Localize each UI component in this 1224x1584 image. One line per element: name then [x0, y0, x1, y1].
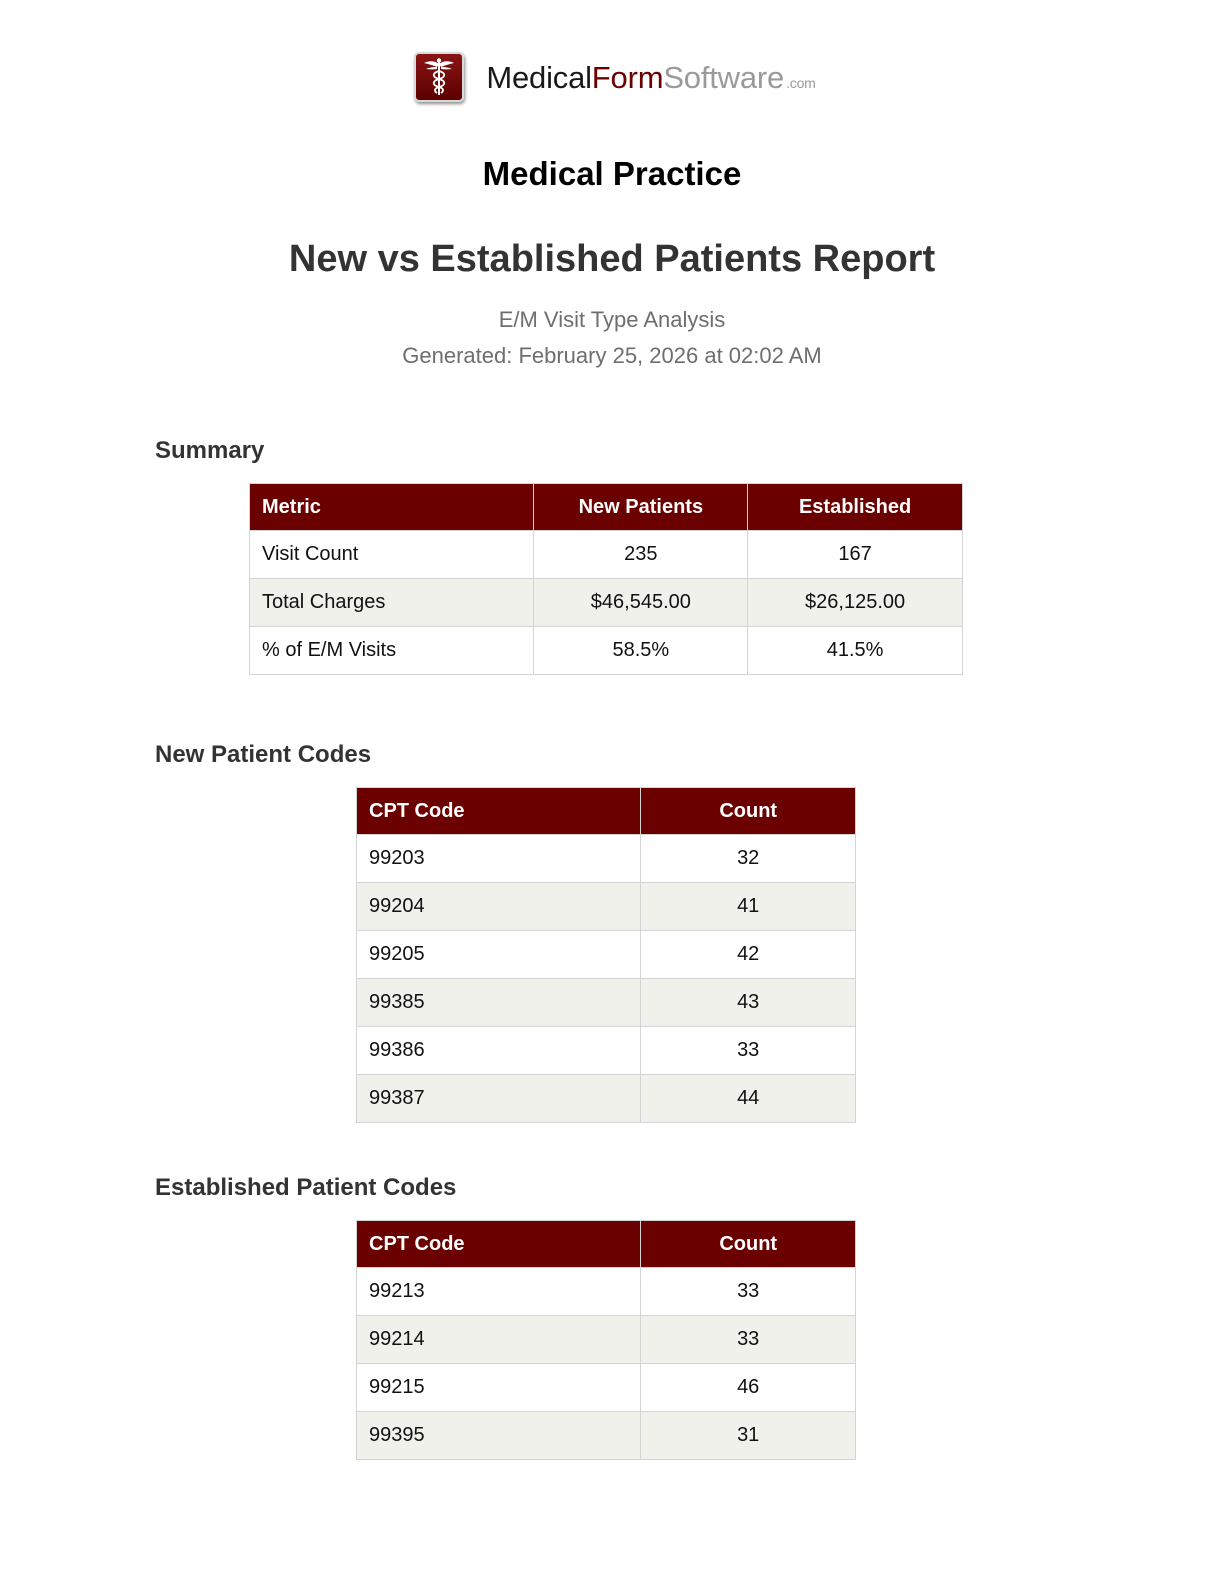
table-header-row — [357, 1221, 856, 1268]
count-cell: 33 — [641, 1268, 856, 1316]
table-header-row — [250, 484, 963, 531]
established-value-cell: 167 — [748, 531, 963, 579]
count-cell: 32 — [641, 835, 856, 883]
cpt-code-cell: 99395 — [357, 1412, 641, 1460]
metric-cell: % of E/M Visits — [250, 627, 534, 675]
count-cell: 43 — [641, 979, 856, 1027]
cpt-code-cell: 99204 — [357, 883, 641, 931]
count-cell: 41 — [641, 883, 856, 931]
table-row — [357, 1268, 856, 1316]
new-value-cell: $46,545.00 — [534, 579, 748, 627]
cpt-code-cell: 99214 — [357, 1316, 641, 1364]
count-cell: 44 — [641, 1075, 856, 1123]
practice-name: Medical Practice — [482, 155, 742, 192]
caduceus-icon — [414, 52, 464, 102]
table-row — [357, 1412, 856, 1460]
table-row — [357, 835, 856, 883]
logo-word-software: Software — [663, 59, 785, 95]
table-row — [357, 1364, 856, 1412]
table-row — [357, 1075, 856, 1123]
count-cell: 46 — [641, 1364, 856, 1412]
metric-cell: Visit Count — [250, 531, 534, 579]
cpt-code-cell: 99215 — [357, 1364, 641, 1412]
column-header-count: Count — [641, 788, 856, 835]
cpt-code-cell: 99205 — [357, 931, 641, 979]
cpt-code-cell: 99387 — [357, 1075, 641, 1123]
table-row — [250, 579, 963, 627]
table-row — [357, 1316, 856, 1364]
established-value-cell: $26,125.00 — [748, 579, 963, 627]
table-header-row — [357, 788, 856, 835]
report-subtitle: E/M Visit Type Analysis — [498, 307, 726, 332]
logo-word-medical: Medical — [486, 59, 592, 95]
table-row — [250, 627, 963, 675]
column-header-cpt-code: CPT Code — [357, 788, 641, 835]
new-patient-codes-heading: New Patient Codes — [155, 741, 372, 768]
new-value-cell: 58.5% — [534, 627, 748, 675]
established-patient-codes-table — [356, 1220, 856, 1460]
metric-cell: Total Charges — [250, 579, 534, 627]
count-cell: 42 — [641, 931, 856, 979]
cpt-code-cell: 99386 — [357, 1027, 641, 1075]
table-row — [357, 883, 856, 931]
logo — [0, 52, 1224, 102]
column-header-new-patients: New Patients — [534, 484, 748, 531]
column-header-metric: Metric — [250, 484, 534, 531]
report-title: New vs Established Patients Report — [288, 238, 936, 280]
generated-timestamp: Generated: February 25, 2026 at 02:02 AM — [402, 343, 822, 368]
table-row — [357, 931, 856, 979]
count-cell: 33 — [641, 1027, 856, 1075]
count-cell: 33 — [641, 1316, 856, 1364]
column-header-cpt-code: CPT Code — [357, 1221, 641, 1268]
logo-wordmark — [486, 59, 816, 95]
summary-table — [249, 483, 963, 675]
table-row — [357, 1027, 856, 1075]
new-patient-codes-table — [356, 787, 856, 1123]
new-value-cell: 235 — [534, 531, 748, 579]
established-patient-codes-heading: Established Patient Codes — [155, 1174, 457, 1201]
logo-word-form: Form — [591, 59, 664, 95]
column-header-established: Established — [748, 484, 963, 531]
table-row — [250, 531, 963, 579]
established-value-cell: 41.5% — [748, 627, 963, 675]
cpt-code-cell: 99213 — [357, 1268, 641, 1316]
count-cell: 31 — [641, 1412, 856, 1460]
cpt-code-cell: 99385 — [357, 979, 641, 1027]
cpt-code-cell: 99203 — [357, 835, 641, 883]
summary-heading: Summary — [155, 437, 265, 464]
table-row — [357, 979, 856, 1027]
column-header-count: Count — [641, 1221, 856, 1268]
logo-tld: .com — [786, 74, 816, 91]
